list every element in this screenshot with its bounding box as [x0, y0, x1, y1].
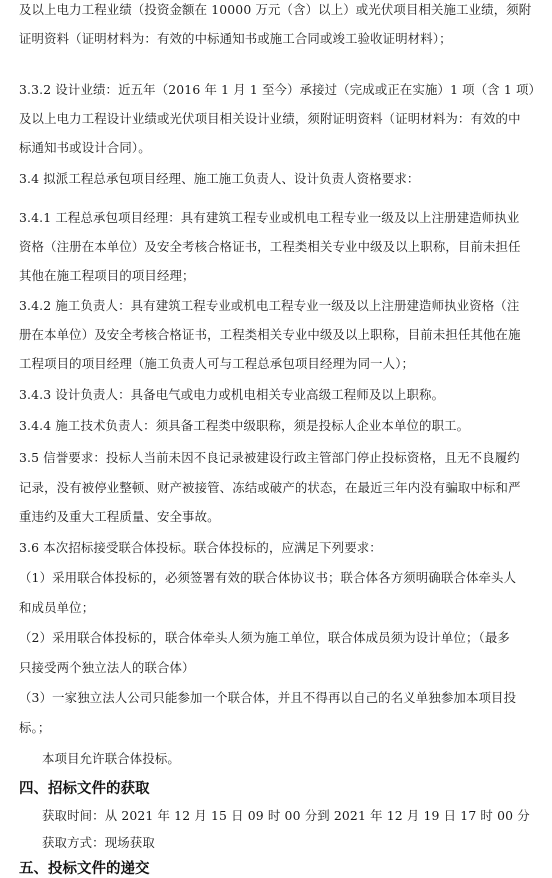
- text-line: 及以上电力工程设计业绩或光伏项目相关设计业绩，须附证明资料（证明材料为：有效的中: [19, 111, 521, 126]
- text-line: 3.3.2 设计业绩：近五年（2016 年 1 月 1 至今）承接过（完成或正在实施）1 项（含 1 项）: [19, 82, 542, 97]
- text-line: 本项目允许联合体投标。: [42, 751, 180, 766]
- text-line: 重违约及重大工程质量、安全事故。: [19, 509, 220, 524]
- text-line: 只接受两个独立法人的联合体）: [19, 660, 195, 675]
- text-line: 记录，没有被停业整顿、财产被接管、冻结或破产的状态，在最近三年内没有骗取中标和严: [19, 480, 521, 495]
- text-line: 及以上电力工程业绩（投资金额在 10000 万元（含）以上）或光伏项目相关施工业绩，须附: [19, 2, 532, 17]
- text-line: （2）采用联合体投标的，联合体牵头人须为施工单位，联合体成员须为设计单位；（最多: [19, 630, 510, 645]
- text-line: 册在本单位）及安全考核合格证书，工程类相关专业中级及以上职称，目前未担任其他在施: [19, 327, 521, 342]
- section-heading: 五、投标文件的递交: [19, 861, 150, 877]
- text-line: 工程项目的项目经理（施工负责人可与工程总承包项目经理为同一人）；: [19, 356, 415, 371]
- section-heading: 四、招标文件的获取: [19, 781, 150, 797]
- text-line: 3.4.3 设计负责人：具备电气或电力或机电相关专业高级工程师及以上职称。: [19, 387, 445, 402]
- text-line: 标通知书或设计合同）。: [19, 140, 151, 155]
- text-line: 3.4.4 施工技术负责人：须具备工程类中级职称，须是投标人企业本单位的职工。: [19, 418, 470, 433]
- text-line: 3.6 本次招标接受联合体投标。联合体投标的，应满足下列要求：: [19, 540, 382, 555]
- acquisition-method-line: 获取方式：现场获取: [42, 835, 155, 850]
- text-line: 3.4 拟派工程总承包项目经理、施工施工负责人、设计负责人资格要求：: [19, 171, 420, 186]
- text-line: 3.5 信誉要求：投标人当前未因不良记录被建设行政主管部门停止投标资格，且无不良履约: [19, 450, 520, 465]
- text-line: 资格（注册在本单位）及安全考核合格证书，工程类相关专业中级及以上职称，目前未担任: [19, 239, 521, 254]
- text-line: （3）一家独立法人公司只能参加一个联合体，并且不得再以自己的名义单独参加本项目投: [19, 690, 517, 705]
- text-line: 3.4.2 施工负责人：具有建筑工程专业或机电工程专业一级及以上注册建造师执业资格（注: [19, 298, 520, 313]
- acquisition-time-line: 获取时间：从 2021 年 12 月 15 日 09 时 00 分到 2021 年 12 月 19 日 17 时 00 分: [42, 808, 530, 823]
- text-line: 其他在施工程项目的项目经理；: [19, 268, 195, 283]
- text-line: （1）采用联合体投标的，必须签署有效的联合体协议书；联合体各方须明确联合体牵头人: [19, 570, 517, 585]
- text-line: 和成员单位；: [19, 600, 95, 615]
- text-line: 3.4.1 工程总承包项目经理：具有建筑工程专业或机电工程专业一级及以上注册建造师执业: [19, 210, 520, 225]
- text-line: 标。；: [19, 720, 51, 735]
- text-line: 证明资料（证明材料为：有效的中标通知书或施工合同或竣工验收证明材料）；: [19, 31, 452, 46]
